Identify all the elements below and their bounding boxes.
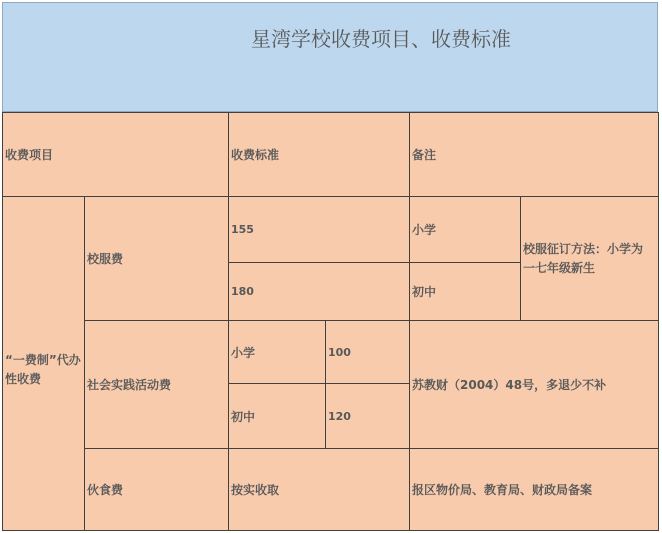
social-remark: 苏教财（2004）48号，多退少不补 [412, 378, 607, 392]
header-remark-cell [409, 112, 659, 197]
uniform-primary-value: 155 [231, 223, 254, 236]
social-middle-label-cell [228, 383, 326, 449]
meal-label: 伙食费 [87, 483, 124, 497]
social-label-cell [84, 320, 229, 449]
social-middle-value-cell [325, 383, 410, 449]
meal-standard: 按实收取 [231, 483, 280, 497]
uniform-middle-value-cell [228, 262, 410, 321]
uniform-remark: 校服征订方法：小学为一七年级新生 [523, 241, 644, 275]
uniform-remark-cell [520, 196, 659, 321]
header-remark-label: 备注 [412, 148, 437, 162]
uniform-primary-value-cell [228, 196, 410, 263]
meal-standard-cell [228, 448, 410, 531]
header-item-cell [2, 112, 229, 197]
uniform-primary-note: 小学 [412, 223, 437, 237]
title-banner [2, 2, 658, 112]
header-item-label: 收费项目 [5, 148, 54, 162]
group-label: “一费制”代办性收费 [5, 352, 81, 386]
uniform-middle-note: 初中 [412, 285, 437, 299]
social-label: 社会实践活动费 [87, 378, 172, 392]
uniform-primary-note-cell [409, 196, 521, 263]
uniform-label-cell [84, 196, 229, 321]
meal-label-cell [84, 448, 229, 531]
social-middle-label: 初中 [231, 409, 256, 424]
header-standard-label: 收费标准 [231, 148, 280, 162]
page-title: 星湾学校收费项目、收费标准 [251, 27, 511, 51]
uniform-middle-note-cell [409, 262, 521, 321]
meal-remark-cell [409, 448, 659, 531]
social-remark-cell [409, 320, 659, 449]
meal-remark: 报区物价局、教育局、财政局备案 [412, 483, 593, 497]
header-standard-cell [228, 112, 410, 197]
social-primary-value-cell [325, 320, 410, 384]
uniform-label: 校服费 [87, 252, 124, 266]
social-middle-value: 120 [328, 409, 351, 423]
social-primary-label-cell [228, 320, 326, 384]
social-primary-label: 小学 [231, 345, 256, 360]
social-primary-value: 100 [328, 345, 351, 359]
group-label-cell [2, 196, 85, 531]
uniform-middle-value: 180 [231, 285, 254, 298]
